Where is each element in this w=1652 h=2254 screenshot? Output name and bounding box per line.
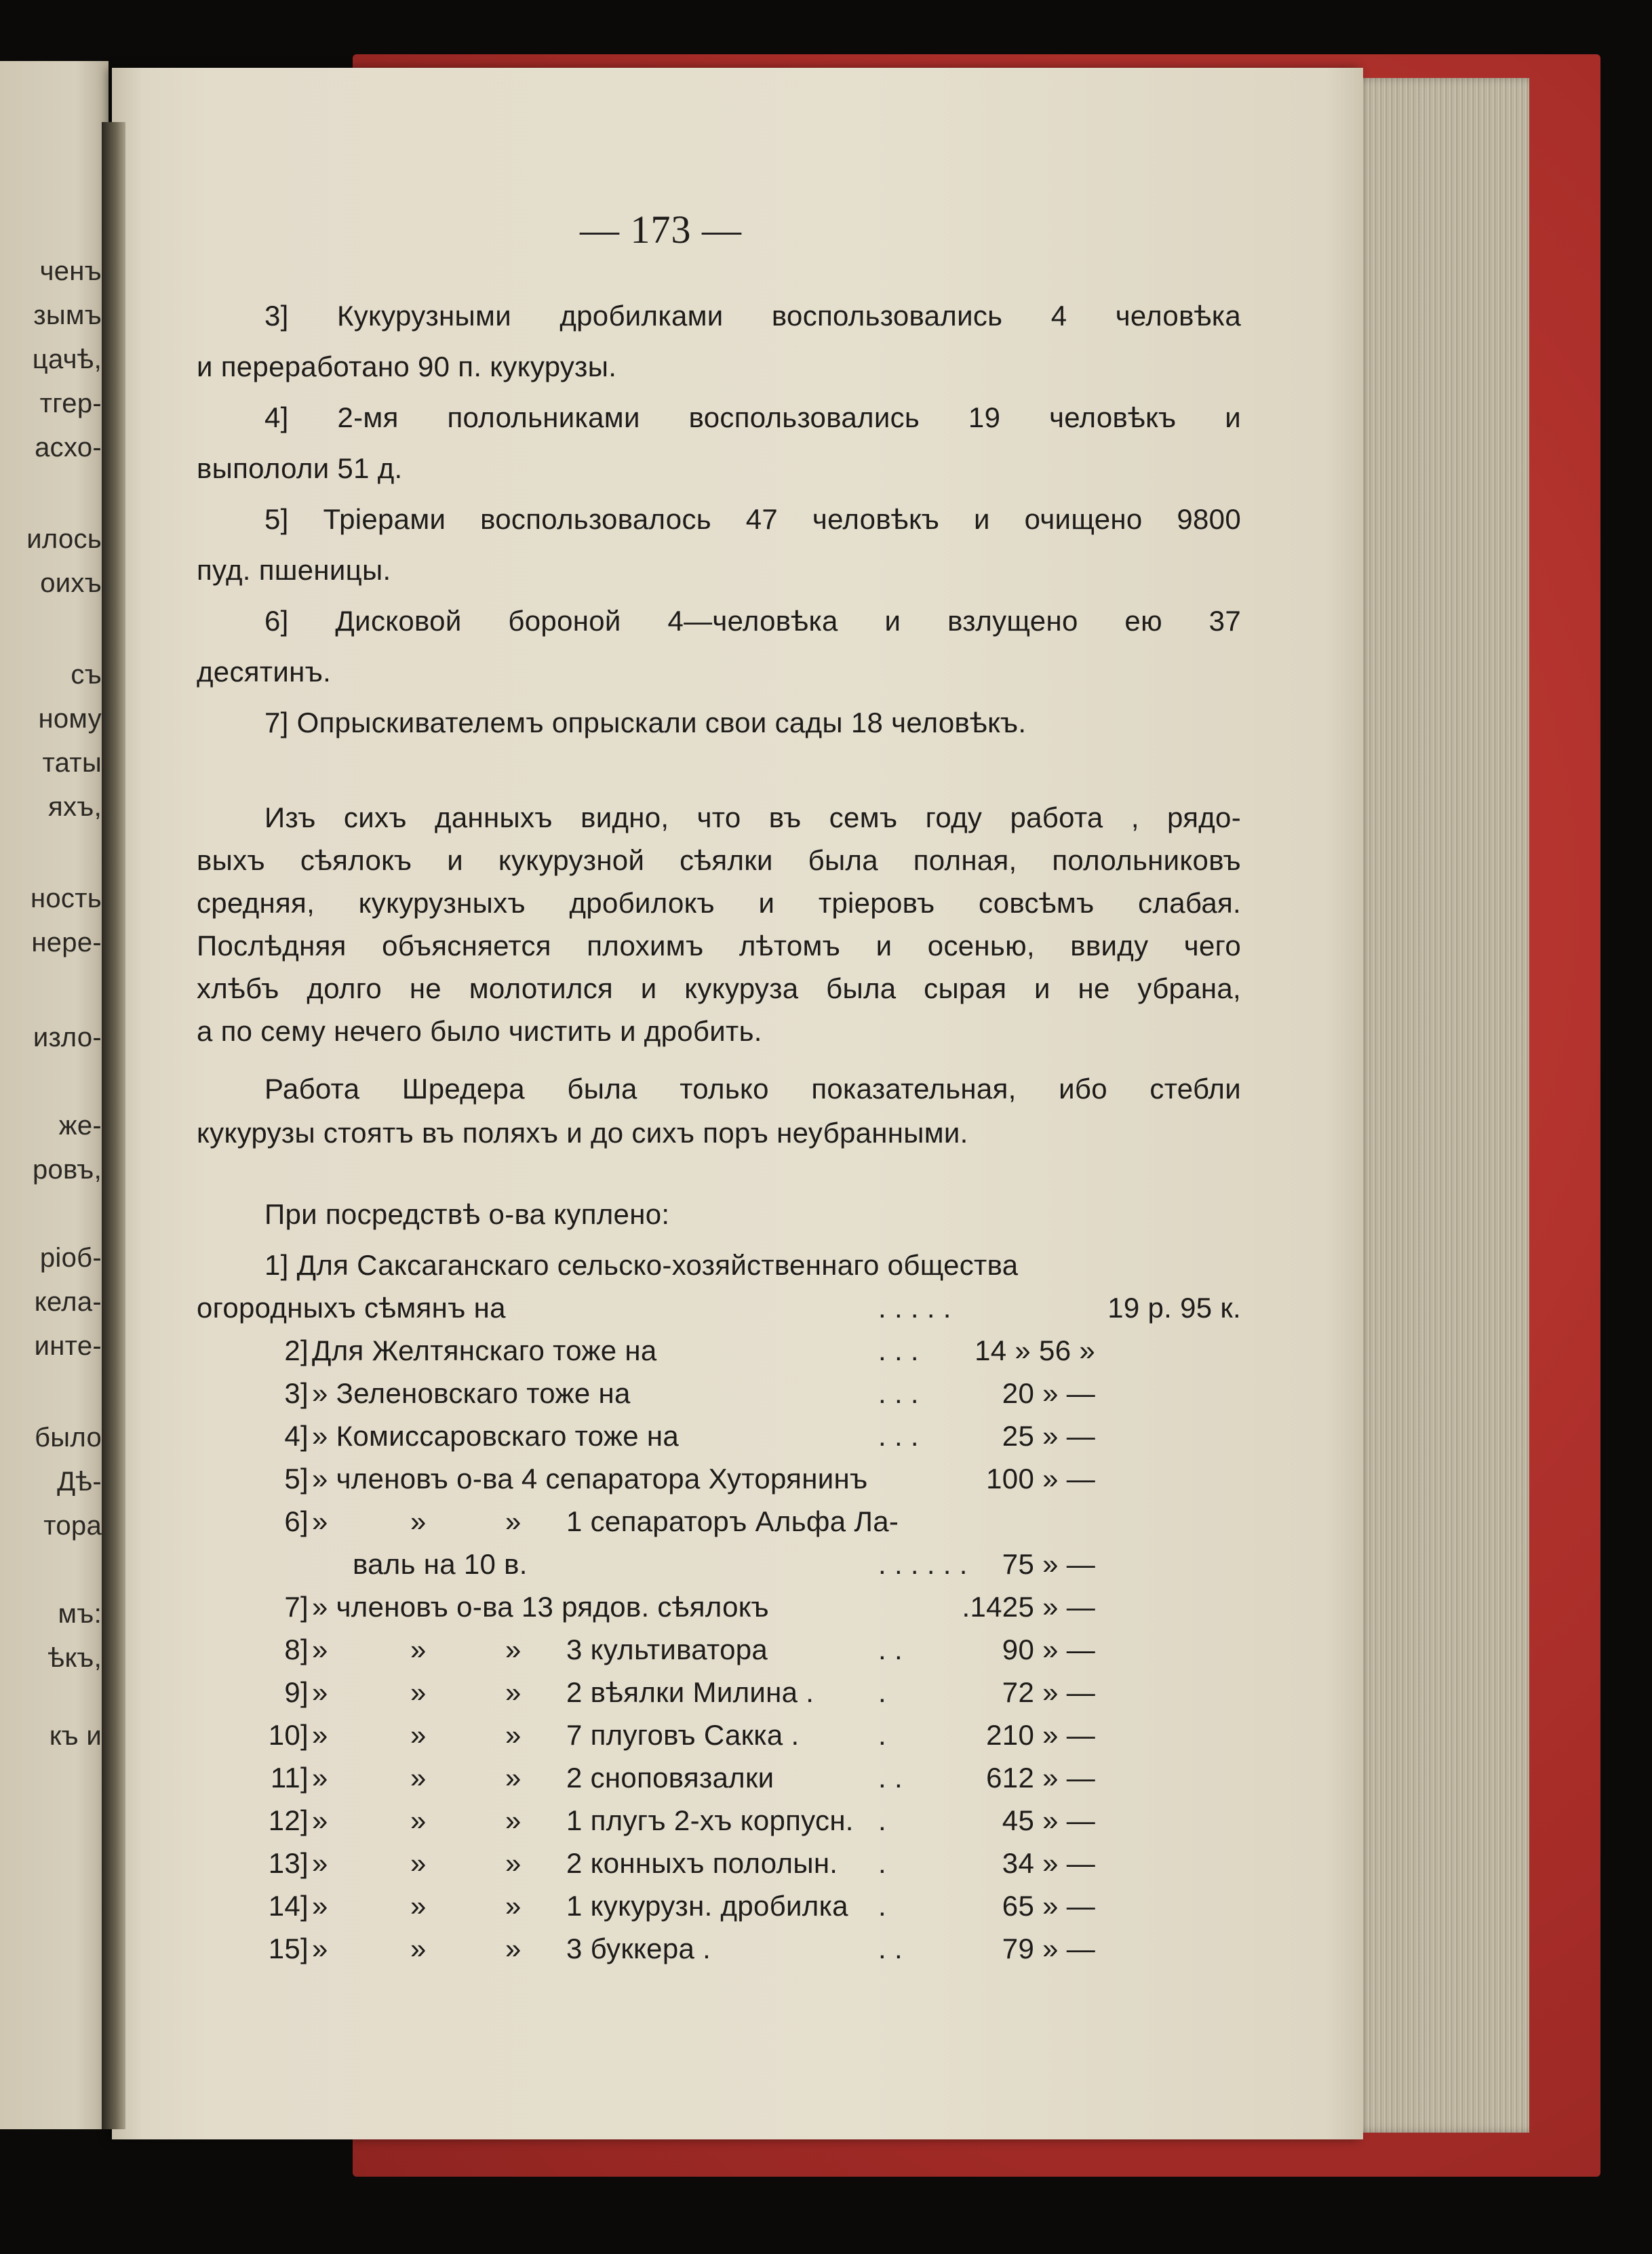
purchase-c1: » bbox=[312, 1676, 328, 1708]
paragraph-1-line-1: 3] Кукурузными дробилками воспользовались 4 человѣка bbox=[264, 300, 1241, 332]
purchase-amount: 210 » — bbox=[986, 1719, 1095, 1751]
purchase-c2: » bbox=[410, 1505, 427, 1537]
purchase-row-3 bbox=[112, 1379, 1363, 1413]
purchase-amount: 72 » — bbox=[1002, 1676, 1095, 1708]
purchase-c1: » bbox=[312, 1933, 328, 1964]
purchase-c2: » bbox=[410, 1762, 427, 1794]
purchase-amount: 20 » — bbox=[1002, 1377, 1095, 1409]
left-page-fragment: инте- bbox=[34, 1331, 102, 1361]
purchase-c2: » bbox=[410, 1890, 427, 1922]
purchase-amount: .1425 » — bbox=[962, 1591, 1095, 1623]
purchase-dots: . bbox=[878, 1890, 886, 1922]
purchase-row-16 bbox=[112, 1935, 1363, 1969]
purchase-c3: » bbox=[505, 1634, 522, 1665]
left-page-fragment: ровъ, bbox=[32, 1155, 102, 1185]
purchase-desc: 1 сепараторъ Альфа Ла- bbox=[566, 1505, 899, 1537]
paragraph-8-line-1: При посредствѣ о-ва куплено: bbox=[264, 1198, 670, 1230]
purchase-amount: 75 » — bbox=[1002, 1548, 1095, 1580]
purchase-num: 3] bbox=[284, 1377, 309, 1409]
purchase-c2: » bbox=[410, 1847, 427, 1879]
purchase-c1: » Комиссаровскаго тоже на bbox=[312, 1420, 680, 1452]
purchase-c1: » bbox=[312, 1804, 328, 1836]
left-page-fragment: нере- bbox=[31, 928, 102, 957]
left-page-fragment: цачѣ, bbox=[32, 344, 102, 374]
purchase-c1: » bbox=[312, 1634, 328, 1665]
left-page-fragment: ченъ bbox=[39, 256, 102, 286]
purchase-c1: » Зеленовскаго тоже на bbox=[312, 1377, 631, 1409]
purchase-c2: » bbox=[410, 1804, 427, 1836]
purchase-c2: » bbox=[410, 1634, 427, 1665]
purchase-c3: » bbox=[505, 1804, 522, 1836]
purchase-c1: валь на 10 в. bbox=[353, 1548, 528, 1580]
purchase-row-15 bbox=[112, 1892, 1363, 1926]
purchase-dots: . bbox=[878, 1847, 886, 1879]
purchase-dots: . bbox=[878, 1676, 886, 1708]
purchase-row-2 bbox=[112, 1334, 1363, 1370]
purchase-amount: 14 » 56 » bbox=[975, 1334, 1095, 1366]
purchase-dots: . bbox=[878, 1804, 886, 1836]
purchase-c1: Для Желтянскаго тоже на bbox=[312, 1334, 657, 1366]
paragraph-3-line-2: пуд. пшеницы. bbox=[197, 554, 391, 586]
purchase-amount: 90 » — bbox=[1002, 1634, 1095, 1665]
left-page-fragment: изло- bbox=[33, 1023, 102, 1052]
purchase-c1: » bbox=[312, 1847, 328, 1879]
left-page-fragment: ному bbox=[38, 704, 102, 734]
left-page-fragment: таты bbox=[42, 748, 102, 778]
purchase-dots: . . . . . . bbox=[878, 1548, 968, 1580]
purchase-row-9 bbox=[112, 1636, 1363, 1669]
purchase-c2: » bbox=[410, 1719, 427, 1751]
paragraph-6-line-1: Изъ сихъ данныхъ видно, что въ семъ году работа , рядо- bbox=[264, 802, 1241, 833]
paragraph-1-line-2: и переработано 90 п. кукурузы. bbox=[197, 351, 617, 382]
book-gutter bbox=[102, 122, 125, 2129]
paragraph-6-line-3: средняя, кукурузныхъ дробилокъ и тріеровъ совсѣмъ слабая. bbox=[197, 887, 1241, 919]
purchase-num: 14] bbox=[268, 1890, 309, 1922]
purchase-c3: » bbox=[505, 1505, 522, 1537]
purchase-num: 6] bbox=[284, 1505, 309, 1537]
purchase-amount: 65 » — bbox=[1002, 1890, 1095, 1922]
purchase-amount: 25 » — bbox=[1002, 1420, 1095, 1452]
page-number: — 173 — bbox=[580, 207, 742, 252]
paragraph-6-line-4: Послѣдняя объясняется плохимъ лѣтомъ и осенью, ввиду чего bbox=[197, 930, 1241, 962]
purchase-dots: . . . bbox=[878, 1377, 919, 1409]
paragraph-2-line-1: 4] 2-мя полольниками воспользовались 19 человѣкъ и bbox=[264, 401, 1241, 433]
purchase-desc: 3 буккера . bbox=[566, 1933, 711, 1964]
left-page-fragment: кела- bbox=[34, 1287, 102, 1317]
purchase-desc: 3 культиватора bbox=[566, 1634, 768, 1665]
purchase-amount: 19 р. 95 к. bbox=[1107, 1292, 1241, 1324]
purchase-num: 9] bbox=[284, 1676, 309, 1708]
purchase-amount: 45 » — bbox=[1002, 1804, 1095, 1836]
left-page-fragment: съ bbox=[71, 660, 102, 690]
paragraph-3-line-1: 5] Тріерами воспользовалось 47 человѣкъ и очищено 9800 bbox=[264, 503, 1241, 535]
left-page-fragment: яхъ, bbox=[48, 792, 102, 822]
purchase-c3: » bbox=[505, 1719, 522, 1751]
paragraph-9-line-1: 1] Для Саксаганскаго сельско-хозяйственнаго общества bbox=[264, 1249, 1019, 1281]
purchase-dots: . . bbox=[878, 1933, 903, 1964]
paragraph-2-line-2: выпололи 51 д. bbox=[197, 452, 403, 484]
paragraph-5-line-1: 7] Опрыскивателемъ опрыскали свои сады 18 человѣкъ. bbox=[264, 707, 1027, 738]
left-page-fragment: было bbox=[35, 1423, 102, 1452]
left-page-fragment: мъ: bbox=[58, 1599, 102, 1629]
purchase-row-10 bbox=[112, 1678, 1363, 1712]
purchase-num: 2] bbox=[284, 1334, 309, 1366]
left-page-fragment: ность bbox=[31, 884, 102, 913]
purchase-row-14 bbox=[112, 1849, 1363, 1883]
purchase-c2: » bbox=[410, 1676, 427, 1708]
purchase-c1: » членовъ о-ва 13 рядов. сѣялокъ bbox=[312, 1591, 769, 1623]
purchase-c3: » bbox=[505, 1676, 522, 1708]
purchase-num: 4] bbox=[284, 1420, 309, 1452]
purchase-c1: огородныхъ сѣмянъ на bbox=[197, 1292, 506, 1324]
left-page-fragment: оихъ bbox=[40, 568, 102, 598]
purchase-desc: 2 конныхъ пололын. bbox=[566, 1847, 838, 1879]
left-page-fragment: зымъ bbox=[33, 300, 102, 330]
purchase-c3: » bbox=[505, 1847, 522, 1879]
left-page-fragment: же- bbox=[58, 1111, 102, 1141]
purchase-amount: 612 » — bbox=[986, 1762, 1095, 1794]
left-page-fragment: тора bbox=[43, 1511, 102, 1541]
purchase-desc: 2 сноповязалки bbox=[566, 1762, 774, 1794]
purchase-num: 13] bbox=[268, 1847, 309, 1879]
purchase-row-7 bbox=[112, 1550, 1363, 1584]
purchase-num: 11] bbox=[270, 1762, 309, 1794]
purchase-c1: » bbox=[312, 1719, 328, 1751]
paragraph-7-line-1: Работа Шредера была только показательная, ибо стебли bbox=[264, 1073, 1241, 1105]
purchase-c3: » bbox=[505, 1762, 522, 1794]
purchase-desc: 2 вѣялки Милина . bbox=[566, 1676, 814, 1708]
purchase-desc: 7 плуговъ Сакка . bbox=[566, 1719, 800, 1751]
purchase-row-12 bbox=[112, 1764, 1363, 1798]
purchase-dots: . bbox=[878, 1719, 886, 1751]
purchase-desc: 1 кукурузн. дробилка bbox=[566, 1890, 848, 1922]
paragraph-6-line-5: хлѣбъ долго не молотился и кукуруза была сырая и не убрана, bbox=[197, 972, 1241, 1004]
left-page-fragment: къ и bbox=[49, 1721, 102, 1751]
left-page-fragment: ѣкъ, bbox=[47, 1643, 102, 1673]
purchase-c1: » членовъ о-ва 4 сепаратора Хуторянинъ bbox=[312, 1463, 868, 1495]
purchase-c2: » bbox=[410, 1933, 427, 1964]
paragraph-4-line-2: десятинъ. bbox=[197, 656, 332, 688]
purchase-row-1 bbox=[112, 1294, 1363, 1328]
purchase-c3: » bbox=[505, 1933, 522, 1964]
purchase-row-8 bbox=[112, 1593, 1363, 1627]
left-page-fragment: ріоб- bbox=[39, 1243, 102, 1273]
left-page-fragment: асхо- bbox=[35, 433, 102, 462]
purchase-amount: 34 » — bbox=[1002, 1847, 1095, 1879]
paragraph-6-line-6: а по сему нечего было чистить и дробить. bbox=[197, 1015, 762, 1047]
purchase-c3: » bbox=[505, 1890, 522, 1922]
purchase-dots: . . . bbox=[878, 1334, 919, 1366]
purchase-amount: 79 » — bbox=[1002, 1933, 1095, 1964]
purchase-num: 7] bbox=[284, 1591, 309, 1623]
purchase-row-5 bbox=[112, 1465, 1363, 1499]
purchase-num: 5] bbox=[284, 1463, 309, 1495]
purchase-num: 15] bbox=[268, 1933, 309, 1964]
purchase-num: 12] bbox=[268, 1804, 309, 1836]
purchase-dots: . . bbox=[878, 1762, 903, 1794]
purchase-row-6 bbox=[112, 1507, 1363, 1541]
paragraph-4-line-1: 6] Дисковой бороной 4—человѣка и взлущено ею 37 bbox=[264, 605, 1241, 637]
purchase-dots: . . bbox=[878, 1634, 903, 1665]
purchase-c1: » bbox=[312, 1505, 328, 1537]
purchase-desc: 1 плугъ 2-хъ корпусн. bbox=[566, 1804, 854, 1836]
left-page-fragment: тгер- bbox=[39, 389, 102, 418]
purchase-row-4 bbox=[112, 1422, 1363, 1456]
page-edges bbox=[1339, 78, 1529, 2133]
purchase-num: 8] bbox=[284, 1634, 309, 1665]
purchase-row-13 bbox=[112, 1806, 1363, 1840]
left-page-fragment: Дѣ- bbox=[57, 1467, 102, 1497]
purchase-c1: » bbox=[312, 1762, 328, 1794]
purchase-num: 10] bbox=[268, 1719, 309, 1751]
paragraph-6-line-2: выхъ сѣялокъ и кукурузной сѣялки была полная, полольниковъ bbox=[197, 844, 1241, 876]
purchase-dots: . . . . . bbox=[878, 1292, 951, 1324]
right-page bbox=[112, 68, 1363, 2139]
left-page bbox=[0, 61, 109, 2129]
purchase-row-11 bbox=[112, 1721, 1363, 1755]
paragraph-7-line-2: кукурузы стоятъ въ поляхъ и до сихъ поръ неубранными. bbox=[197, 1117, 968, 1149]
left-page-fragment: илось bbox=[26, 524, 102, 554]
purchase-c1: » bbox=[312, 1890, 328, 1922]
purchase-amount: 100 » — bbox=[986, 1463, 1095, 1495]
purchase-dots: . . . bbox=[878, 1420, 919, 1452]
